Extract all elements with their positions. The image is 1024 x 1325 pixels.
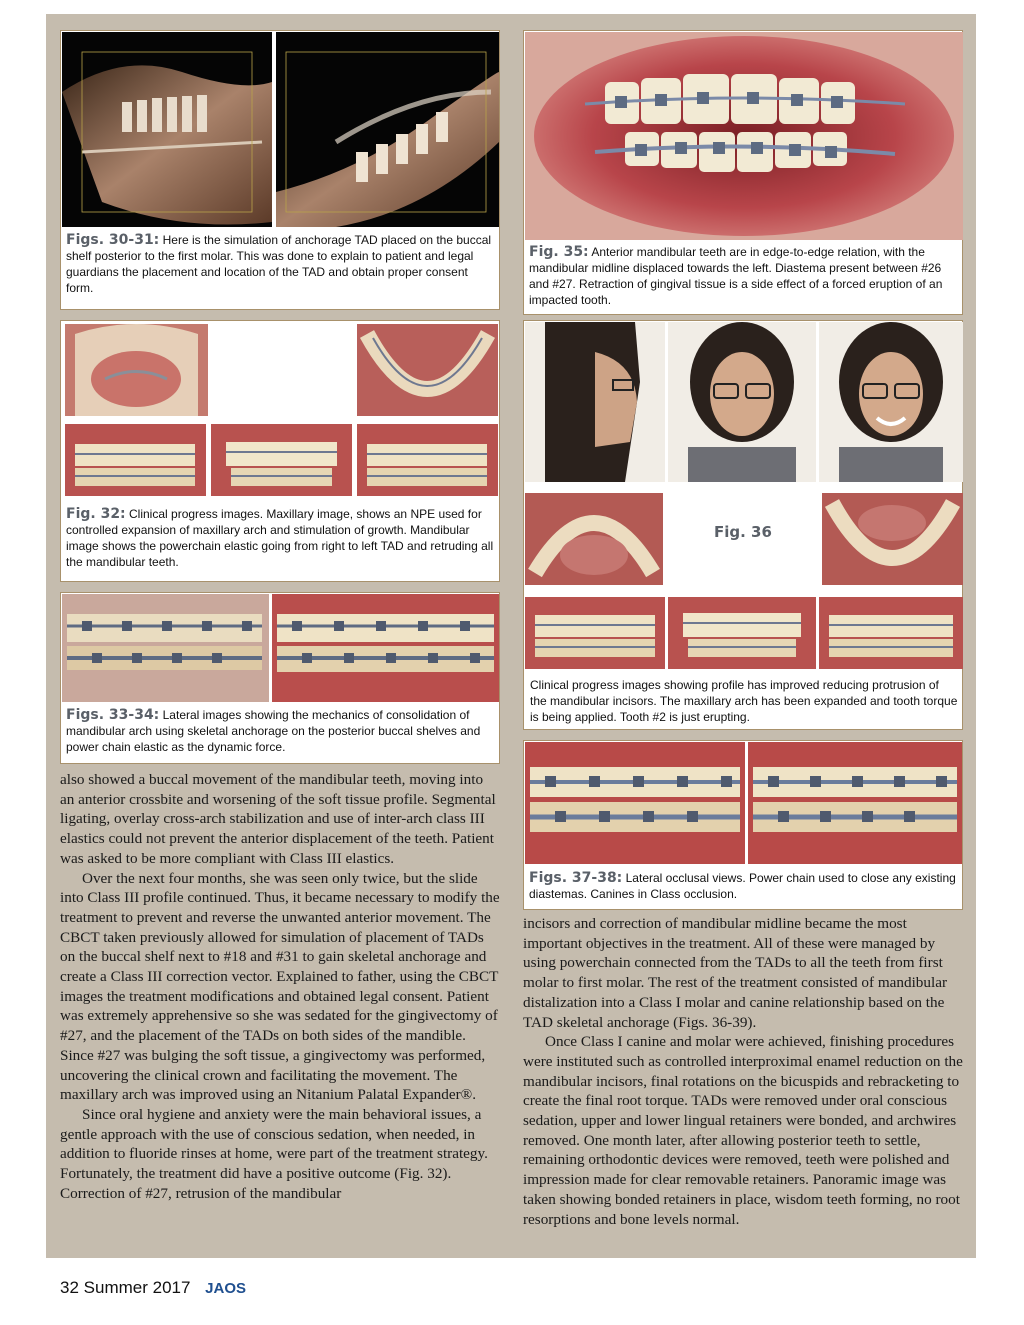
page-footer (60, 1278, 246, 1298)
frontal-photo (211, 424, 352, 496)
mandibular-occlusal-photo (357, 324, 498, 416)
page-number: 32 (60, 1278, 79, 1297)
smile-face-photo (819, 322, 963, 482)
lateral-image-34 (272, 594, 499, 702)
journal-name: JAOS (205, 1280, 247, 1297)
figure-37-38 (523, 740, 963, 910)
lateral-occlusal-37 (525, 742, 745, 864)
body-paragraph: Over the next four months, she was seen only twice, but the slide into Class III profile continued. Thus, it became necessary to modify the treatment to prevent and reverse the unwanted anterior movement. The CBCT taken previously allowed for simulation of placement of TADs on the buccal shelf next to #18 and #31 to gain skeletal anchorage and create a Class III correction vector. Explained to father, using the CBCT images the treatment modifications and obtained legal consent. Patient was extremely apprehensive so she was sedated for the gingivectomy of #27, and the placement of the TADs on both sides of the mandible. Since #27 was bulging the soft tissue, a gingivectomy was performed, uncovering the clinical crown and facilitating the movement. The maxillary arch was improved using an Nitanium Palatal Expander®. (60, 869, 500, 1104)
caption-fig-36: Clinical progress images showing profile has improved reducing protrusion of the mandibular incisors. The maxillary arch has been expanded and tooth torque is being applied. Tooth #2 is just erupting. (530, 678, 958, 724)
caption-label: Fig. 35: (529, 244, 589, 260)
body-paragraph: also showed a buccal movement of the mandibular teeth, moving into an anterior crossbite and worsening of the soft tissue profile. Segmental ligating, overlay cross-arch stabilization and use of inter-arch class III elastics could not prevent the anterior displacement of the teeth. Patient was asked to be more compliant with Class III elastics. (60, 771, 496, 867)
frontal-face-photo (668, 322, 816, 482)
caption-text: Clinical progress images. Maxillary image, shows an NPE used for controlled expansion of maxillary arch and stimulation of growth. Mandibular image shows the powerchain elastic going from right to left TAD and retruding all the mandibular teeth. (66, 507, 494, 569)
figure-35 (523, 30, 963, 315)
lateral-left-photo (357, 424, 498, 496)
lateral-image-33 (62, 594, 269, 702)
frontal-photo (668, 597, 816, 669)
lateral-left-photo (819, 597, 963, 669)
caption-label: Figs. 30-31: (66, 232, 160, 248)
caption-label: Figs. 33-34: (66, 707, 160, 723)
caption-fig-32 (66, 506, 496, 570)
issue-date: Summer 2017 (83, 1278, 191, 1297)
body-text-right-column (523, 914, 963, 1229)
figure-33-34 (60, 592, 500, 764)
caption-text: Anterior mandibular teeth are in edge-to-edge relation, with the mandibular midline displaced towards the left. Diastema present between #26 and #27. Retraction of gingival tissue is a side effect of a forced eruption of an impacted tooth. (529, 245, 943, 307)
figure-32 (60, 320, 500, 582)
caption-label: Figs. 37-38: (529, 870, 623, 886)
intraoral-frontal-photo (525, 32, 963, 240)
caption-text: Here is the simulation of anchorage TAD placed on the buccal shelf posterior to the first molar. This was done to explain to patient and legal guardians the placement and location of the TAD and obtain proper consent form. (66, 233, 492, 295)
body-paragraph: Since oral hygiene and anxiety were the main behavioral issues, a gentle approach with the use of conscious sedation, when needed, in addition to fluoride rinses at home, were part of the treatment strategy. Fortunately, the treatment did have a positive outcome (Fig. 32). Correction of #27, retrusion of the mandibular (60, 1105, 488, 1202)
fig-36-label: Fig. 36 (714, 523, 772, 541)
caption-label: Fig. 32: (66, 506, 126, 522)
lateral-occlusal-38 (748, 742, 962, 864)
lateral-right-photo (65, 424, 206, 496)
body-paragraph: incisors and correction of mandibular midline became the most important objectives in the treatment. All of these were managed by using powerchain connected from the TADs to all the teeth from first molar to first molar. The rest of the treatment consisted of mandibular distalization into a Class I molar and canine relationship based on the TAD skeletal anchorage (Figs. 36-39). (523, 915, 948, 1031)
caption-text: Lateral occlusal views. Power chain used to close any existing diastemas. Canines in Class occlusion. (529, 871, 956, 901)
caption-figs-33-34 (66, 707, 496, 755)
caption-figs-30-31 (66, 232, 496, 296)
caption-fig-35 (529, 244, 959, 308)
profile-photo (525, 322, 665, 482)
maxillary-occlusal-photo (65, 324, 208, 416)
body-paragraph: Once Class I canine and molar were achieved, finishing procedures were instituted such as controlled interproximal enamel reduction on the mandibular incisors, final rotations on the bicuspids and rebracketing to create the final root torque. TADs were removed under oral conscious sedation, upper and lower lingual retainers were bonded, and archwires removed. One month later, after allowing posterior teeth to settle, remaining orthodontic devices were removed, teeth were polished and impression made for clear removable retainers. Panoramic image was taken showing bonded retainers in place, wisdom teeth forming, no root resorptions and bone levels normal. (523, 1033, 963, 1228)
caption-figs-37-38 (529, 870, 959, 902)
cbct-image-right (276, 32, 499, 227)
lateral-right-photo (525, 597, 665, 669)
figure-30-31 (60, 30, 500, 310)
mandibular-occlusal-photo (822, 493, 963, 585)
maxillary-occlusal-photo (525, 493, 663, 585)
caption-text: Lateral images showing the mechanics of consolidation of mandibular arch using skeletal anchorage on the posterior buccal shelves and power chain elastic as the dynamic force. (66, 708, 481, 754)
body-text-left-column (60, 770, 500, 1203)
cbct-image-left (62, 32, 272, 227)
figure-36 (523, 320, 963, 730)
